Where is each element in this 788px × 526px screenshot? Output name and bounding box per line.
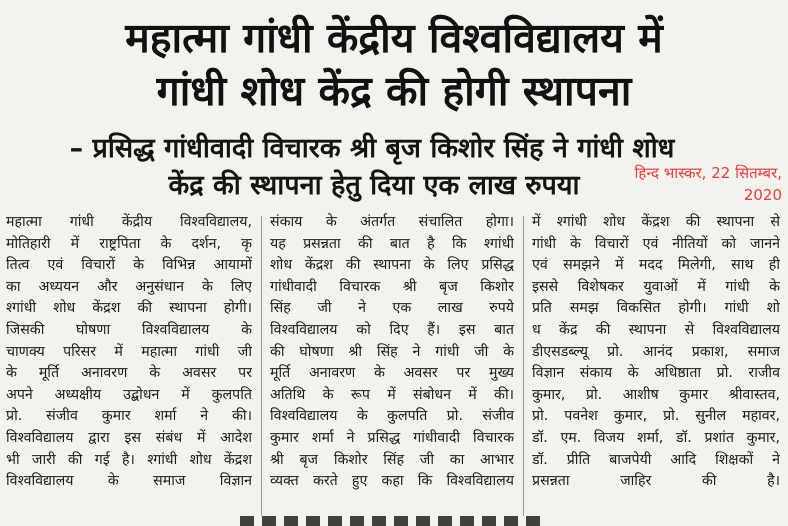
article-line: विश्वविद्यालय को दिए हैं। इस बात — [270, 321, 514, 338]
article-line: कुमार, प्रो. आशीष कुमार श्रीवास्तव, — [532, 386, 780, 403]
article-line: डॉ. प्रीति बाजपेयी आदि शिक्षकों ने — [532, 451, 780, 468]
article-line: तित्व एवं विचारों के विभिन्न आयामों — [6, 257, 252, 274]
article-line: विश्वविद्यालय द्वारा इस संबंध में आदेश — [6, 429, 252, 446]
article-line: सिंह जी ने एक लाख रुपये — [270, 300, 514, 317]
source-credit — [602, 162, 782, 206]
article-line: मूर्ति अनावरण के अवसर पर मुख्य — [270, 365, 514, 382]
article-line: प्रसन्नता जाहिर की है। — [532, 473, 780, 490]
article-line: डॉ. एम. विजय शर्मा, डॉ. प्रशांत कुमार, — [532, 429, 780, 446]
article-line: शोध केंद्रश की स्थापना के लिए प्रसिद्ध — [270, 257, 514, 274]
article-line: डीएसडब्ल्यू प्रो. आनंद प्रकाश, समाज — [532, 343, 780, 360]
article-line: अपने अध्यक्षीय उद्बोधन में कुलपति — [6, 386, 252, 403]
article-column-3 — [532, 212, 780, 526]
article-body — [4, 212, 784, 526]
article-line: व्यक्त करते हुए कहा कि विश्वविद्यालय — [270, 473, 514, 490]
article-line: के मूर्ति अनावरण के अवसर पर — [6, 365, 252, 382]
article-line: कुमार शर्मा ने प्रसिद्ध गांधीवादी विचारक — [270, 429, 514, 446]
source-credit-line-1: हिन्द भास्कर, 22 सितम्बर, — [634, 164, 782, 182]
article-line: प्रो. संजीव कुमार शर्मा ने की। — [6, 408, 252, 425]
article-line: चाणक्य परिसर में महात्मा गांधी जी — [6, 343, 252, 360]
article-line: एवं समझने में मदद मिलेगी, साथ ही — [532, 257, 780, 274]
article-line: इससे विशेषकर युवाओं में गांधी के — [532, 278, 780, 295]
article-column-2 — [270, 212, 514, 526]
source-credit-line-2: 2020 — [743, 186, 782, 204]
article-column-1 — [6, 212, 252, 526]
article-line: विश्वविद्यालय के समाज विज्ञान — [6, 473, 252, 490]
article-line: मोतिहारी में राष्ट्रपिता के दर्शन, कृ — [6, 235, 252, 252]
subheadline-line-2: केंद्र की स्थापना हेतु दिया एक लाख रुपया — [168, 170, 580, 201]
article-line: श्गांधी शोध केंद्रश की स्थापना होगी। — [6, 300, 252, 317]
article-line: में श्गांधी शोध केंद्रश की स्थापना से — [532, 214, 780, 230]
article-line: अतिथि के रूप में संबोधन में की। — [270, 386, 514, 403]
subheadline-line-1: – प्रसिद्ध गांधीवादी विचारक श्री बृज किशोर सिंह ने गांधी शोध — [69, 133, 675, 164]
next-headline-fragment — [240, 516, 540, 526]
article-line: की घोषणा श्री सिंह ने गांधी जी के — [270, 343, 514, 360]
article-line: गांधी के विचारों एवं नीतियों को जानने — [532, 235, 780, 252]
article-line: यह प्रसन्नता की बात है कि श्गांधी — [270, 235, 514, 252]
headline-line-1: महात्मा गांधी केंद्रीय विश्वविद्यालय में — [125, 14, 663, 62]
article-line: भी जारी की गई है। श्गांधी शोध केंद्रश — [6, 451, 252, 468]
article-line: संकाय के अंतर्गत संचालित होगा। — [270, 214, 514, 230]
article-line: विश्वविद्यालय के कुलपति प्रो. संजीव — [270, 408, 514, 425]
article-line: प्रति समझ विकसित होगी। गांधी शो — [532, 300, 780, 317]
article-line: महात्मा गांधी केंद्रीय विश्वविद्यालय, — [6, 214, 252, 230]
article-line: जिसकी घोषणा विश्वविद्यालय के — [6, 321, 252, 338]
article-line: गांधीवादी विचारक श्री बृज किशोर — [270, 278, 514, 295]
article-line: श्री बृज किशोर सिंह जी का आभार — [270, 451, 514, 468]
article-line: का अध्ययन और अनुसंधान के लिए — [6, 278, 252, 295]
headline-line-2: गांधी शोध केंद्र की होगी स्थापना — [156, 67, 632, 115]
article-line: ध केंद्र की स्थापना से विश्वविद्यालय — [532, 321, 780, 338]
article-line: विज्ञान संकाय के अधिष्ठाता प्रो. राजीव — [532, 365, 780, 382]
article-line: प्रो. पवनेश कुमार, प्रो. सुनील महावर, — [532, 408, 780, 425]
